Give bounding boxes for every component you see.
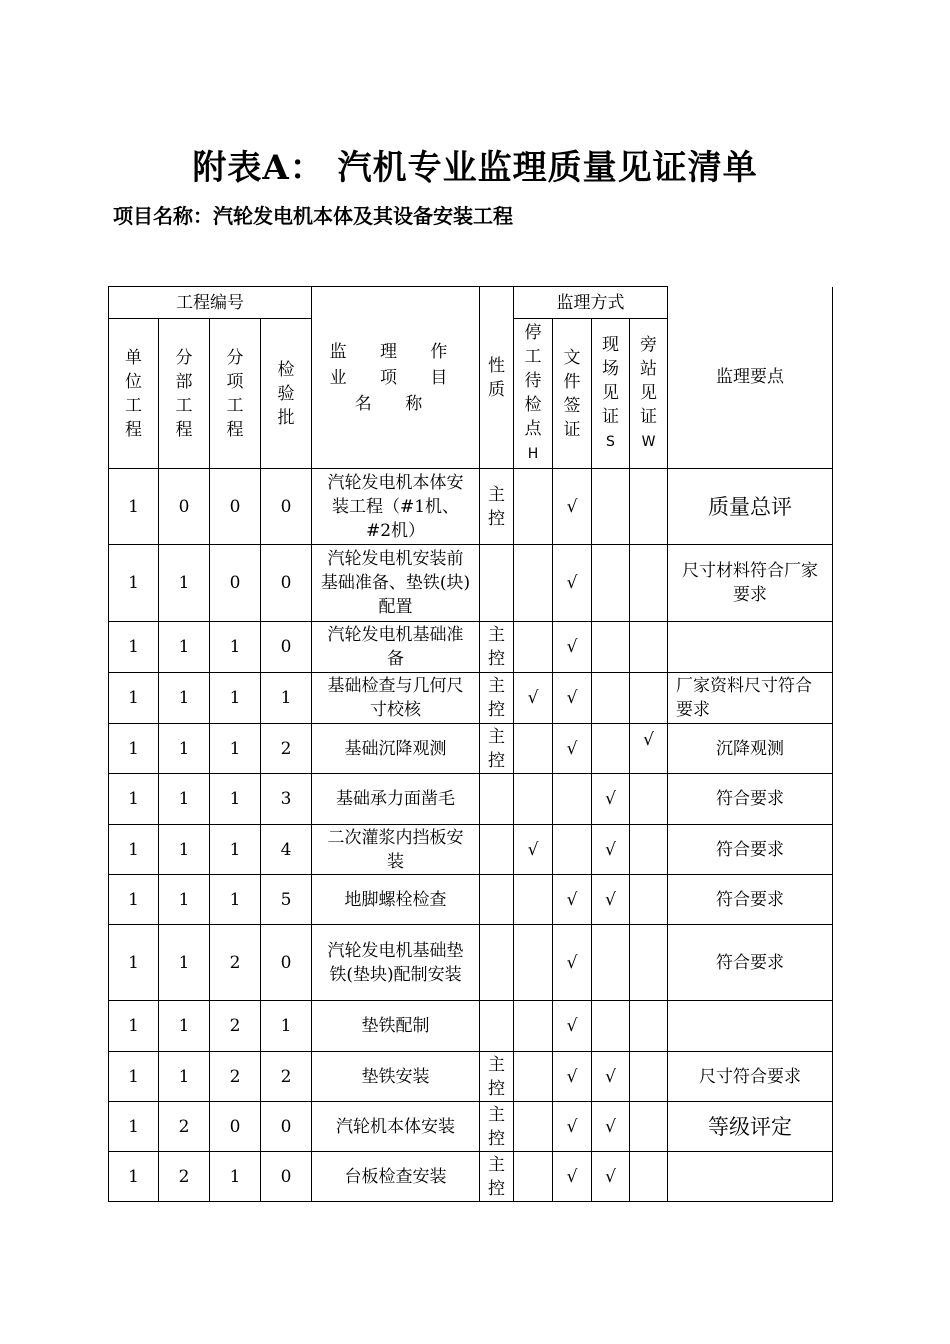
- header-project-code: 工程编号: [109, 287, 312, 319]
- branch-cell: 1: [159, 1001, 210, 1052]
- header-doc-text: 文件签证: [563, 347, 581, 440]
- header-nature: [480, 287, 514, 469]
- batch-cell: 0: [261, 469, 312, 545]
- branch-cell: 1: [159, 1052, 210, 1102]
- header-doc: [553, 319, 592, 469]
- project-name: 项目名称：汽轮发电机本体及其设备安装工程: [113, 204, 513, 228]
- header-hold-text: 停工待检点: [524, 323, 542, 439]
- branch-cell: 1: [159, 673, 210, 724]
- batch-cell: 4: [261, 825, 312, 875]
- unit-cell: 1: [109, 925, 159, 1001]
- table-row: [109, 925, 833, 1001]
- item-name-cell: 汽轮发电机基础准备: [312, 622, 480, 673]
- branch-cell: 2: [159, 1152, 210, 1202]
- branch-cell: 2: [159, 1102, 210, 1152]
- hold-cell: [514, 1152, 553, 1202]
- branch-cell: 1: [159, 875, 210, 925]
- batch-cell: 0: [261, 545, 312, 622]
- doc-cell: √: [553, 724, 592, 774]
- unit-cell: 1: [109, 469, 159, 545]
- table-row: [109, 724, 833, 774]
- batch-cell: 2: [261, 724, 312, 774]
- unit-cell: 1: [109, 1152, 159, 1202]
- item-name-cell: 基础承力面凿毛: [312, 774, 480, 825]
- table-row: [109, 1052, 833, 1102]
- witness-cell: [630, 469, 668, 545]
- table-row: [109, 545, 833, 622]
- nature-cell: 主控: [480, 1052, 514, 1102]
- header-unit: [109, 319, 159, 469]
- nature-cell: [480, 875, 514, 925]
- hold-cell: [514, 1102, 553, 1152]
- doc-cell: √: [553, 875, 592, 925]
- branch-cell: 1: [159, 724, 210, 774]
- hold-cell: [514, 774, 553, 825]
- table-body: [109, 469, 833, 1202]
- batch-cell: 3: [261, 774, 312, 825]
- hold-cell: [514, 545, 553, 622]
- document-title: 附表A： 汽机专业监理质量见证清单: [192, 148, 758, 188]
- item-name-cell: 汽轮机本体安装: [312, 1102, 480, 1152]
- table-row: [109, 622, 833, 673]
- doc-cell: √: [553, 1001, 592, 1052]
- sub-item-cell: 0: [210, 545, 261, 622]
- unit-cell: 1: [109, 545, 159, 622]
- doc-cell: √: [553, 1152, 592, 1202]
- points-cell: [668, 1152, 833, 1202]
- doc-cell: √: [553, 925, 592, 1001]
- batch-cell: 0: [261, 925, 312, 1001]
- branch-cell: 1: [159, 622, 210, 673]
- nature-cell: 主控: [480, 1152, 514, 1202]
- site-cell: √: [592, 875, 630, 925]
- witness-cell: [630, 1052, 668, 1102]
- unit-cell: 1: [109, 825, 159, 875]
- points-cell: 沉降观测: [668, 724, 833, 774]
- header-points: 监理要点: [668, 287, 833, 469]
- unit-cell: 1: [109, 724, 159, 774]
- table-row: [109, 469, 833, 545]
- batch-cell: 0: [261, 1102, 312, 1152]
- site-cell: √: [592, 1102, 630, 1152]
- sub-item-cell: 1: [210, 774, 261, 825]
- sub-item-cell: 1: [210, 724, 261, 774]
- branch-cell: 1: [159, 774, 210, 825]
- item-name-cell: 垫铁安装: [312, 1052, 480, 1102]
- nature-cell: 主控: [480, 673, 514, 724]
- site-cell: [592, 1001, 630, 1052]
- doc-cell: [553, 825, 592, 875]
- nature-cell: 主控: [480, 1102, 514, 1152]
- table-row: [109, 774, 833, 825]
- sub-item-cell: 1: [210, 622, 261, 673]
- unit-cell: 1: [109, 1102, 159, 1152]
- hold-cell: [514, 1052, 553, 1102]
- hold-cell: [514, 1001, 553, 1052]
- header-nature-text: 性质: [487, 355, 505, 400]
- points-cell: 符合要求: [668, 925, 833, 1001]
- header-batch-text: 检验批: [277, 359, 295, 428]
- item-name-cell: 地脚螺栓检查: [312, 875, 480, 925]
- doc-cell: √: [553, 1052, 592, 1102]
- site-cell: [592, 673, 630, 724]
- batch-cell: 5: [261, 875, 312, 925]
- unit-cell: 1: [109, 1001, 159, 1052]
- doc-cell: √: [553, 545, 592, 622]
- header-witness-text: 旁站见证: [639, 335, 657, 427]
- branch-cell: 1: [159, 925, 210, 1001]
- site-cell: [592, 469, 630, 545]
- item-name-cell: 基础沉降观测: [312, 724, 480, 774]
- site-cell: [592, 724, 630, 774]
- branch-cell: 1: [159, 545, 210, 622]
- nature-cell: [480, 1001, 514, 1052]
- sub-item-cell: 2: [210, 925, 261, 1001]
- nature-cell: [480, 774, 514, 825]
- points-cell: 尺寸材料符合厂家要求: [668, 545, 833, 622]
- points-cell: 符合要求: [668, 774, 833, 825]
- witness-cell: [630, 875, 668, 925]
- witness-cell: √: [630, 724, 668, 774]
- item-name-cell: 汽轮发电机安装前基础准备、垫铁(块)配置: [312, 545, 480, 622]
- header-branch: [159, 319, 210, 469]
- branch-cell: 0: [159, 469, 210, 545]
- table-row: [109, 1152, 833, 1202]
- hold-cell: [514, 925, 553, 1001]
- table-row: [109, 1102, 833, 1152]
- header-hold-code: H: [527, 446, 539, 462]
- nature-cell: [480, 545, 514, 622]
- points-cell: [668, 1001, 833, 1052]
- batch-cell: 0: [261, 622, 312, 673]
- nature-cell: 主控: [480, 724, 514, 774]
- points-cell: 等级评定: [668, 1102, 833, 1152]
- header-branch-text: 分部工程: [175, 347, 193, 440]
- witness-cell: [630, 925, 668, 1001]
- header-item-name: 监 理 作 业 项 目 名 称: [312, 287, 480, 469]
- header-hold: [514, 319, 553, 469]
- witness-cell: [630, 673, 668, 724]
- table-row: [109, 1001, 833, 1052]
- sub-item-cell: 2: [210, 1001, 261, 1052]
- hold-cell: √: [514, 825, 553, 875]
- sub-item-cell: 1: [210, 875, 261, 925]
- unit-cell: 1: [109, 673, 159, 724]
- item-name-cell: 台板检查安装: [312, 1152, 480, 1202]
- doc-cell: [553, 774, 592, 825]
- item-name-cell: 垫铁配制: [312, 1001, 480, 1052]
- sub-item-cell: 1: [210, 673, 261, 724]
- witness-cell: [630, 622, 668, 673]
- site-cell: [592, 622, 630, 673]
- doc-cell: √: [553, 622, 592, 673]
- witness-cell: [630, 545, 668, 622]
- sub-item-cell: 2: [210, 1052, 261, 1102]
- points-cell: 尺寸符合要求: [668, 1052, 833, 1102]
- site-cell: √: [592, 774, 630, 825]
- site-cell: [592, 925, 630, 1001]
- hold-cell: [514, 875, 553, 925]
- header-site-code: S: [606, 434, 615, 450]
- sub-item-cell: 1: [210, 1152, 261, 1202]
- unit-cell: 1: [109, 875, 159, 925]
- table-row: [109, 825, 833, 875]
- points-cell: 厂家资料尺寸符合要求: [668, 673, 833, 724]
- table-row: [109, 673, 833, 724]
- header-unit-text: 单位工程: [124, 347, 142, 440]
- header-sub-item: [210, 319, 261, 469]
- header-sub-item-text: 分项工程: [226, 347, 244, 440]
- points-cell: 质量总评: [668, 469, 833, 545]
- nature-cell: 主控: [480, 469, 514, 545]
- points-cell: 符合要求: [668, 875, 833, 925]
- witness-cell: [630, 774, 668, 825]
- sub-item-cell: 0: [210, 469, 261, 545]
- batch-cell: 1: [261, 673, 312, 724]
- site-cell: √: [592, 1152, 630, 1202]
- batch-cell: 0: [261, 1152, 312, 1202]
- nature-cell: 主控: [480, 622, 514, 673]
- unit-cell: 1: [109, 622, 159, 673]
- header-site-text: 现场见证: [601, 335, 619, 427]
- witness-cell: [630, 1102, 668, 1152]
- points-cell: 符合要求: [668, 825, 833, 875]
- site-cell: [592, 545, 630, 622]
- batch-cell: 1: [261, 1001, 312, 1052]
- nature-cell: [480, 825, 514, 875]
- header-batch: [261, 319, 312, 469]
- branch-cell: 1: [159, 825, 210, 875]
- item-name-cell: 二次灌浆内挡板安装: [312, 825, 480, 875]
- hold-cell: [514, 469, 553, 545]
- inspection-table: [108, 286, 833, 1202]
- item-name-cell: 基础检查与几何尺寸校核: [312, 673, 480, 724]
- header-witness: [630, 319, 668, 469]
- sub-item-cell: 0: [210, 1102, 261, 1152]
- sub-item-cell: 1: [210, 825, 261, 875]
- witness-cell: [630, 825, 668, 875]
- header-site: [592, 319, 630, 469]
- unit-cell: 1: [109, 774, 159, 825]
- hold-cell: √: [514, 673, 553, 724]
- hold-cell: [514, 724, 553, 774]
- batch-cell: 2: [261, 1052, 312, 1102]
- header-witness-code: W: [641, 434, 656, 450]
- doc-cell: √: [553, 469, 592, 545]
- item-name-cell: 汽轮发电机本体安装工程（#1机、#2机）: [312, 469, 480, 545]
- unit-cell: 1: [109, 1052, 159, 1102]
- doc-cell: √: [553, 1102, 592, 1152]
- doc-cell: √: [553, 673, 592, 724]
- nature-cell: [480, 925, 514, 1001]
- table-row: [109, 875, 833, 925]
- site-cell: √: [592, 825, 630, 875]
- site-cell: √: [592, 1052, 630, 1102]
- header-method: 监理方式: [514, 287, 668, 319]
- hold-cell: [514, 622, 553, 673]
- item-name-cell: 汽轮发电机基础垫铁(垫块)配制安装: [312, 925, 480, 1001]
- points-cell: [668, 622, 833, 673]
- witness-cell: [630, 1001, 668, 1052]
- witness-cell: [630, 1152, 668, 1202]
